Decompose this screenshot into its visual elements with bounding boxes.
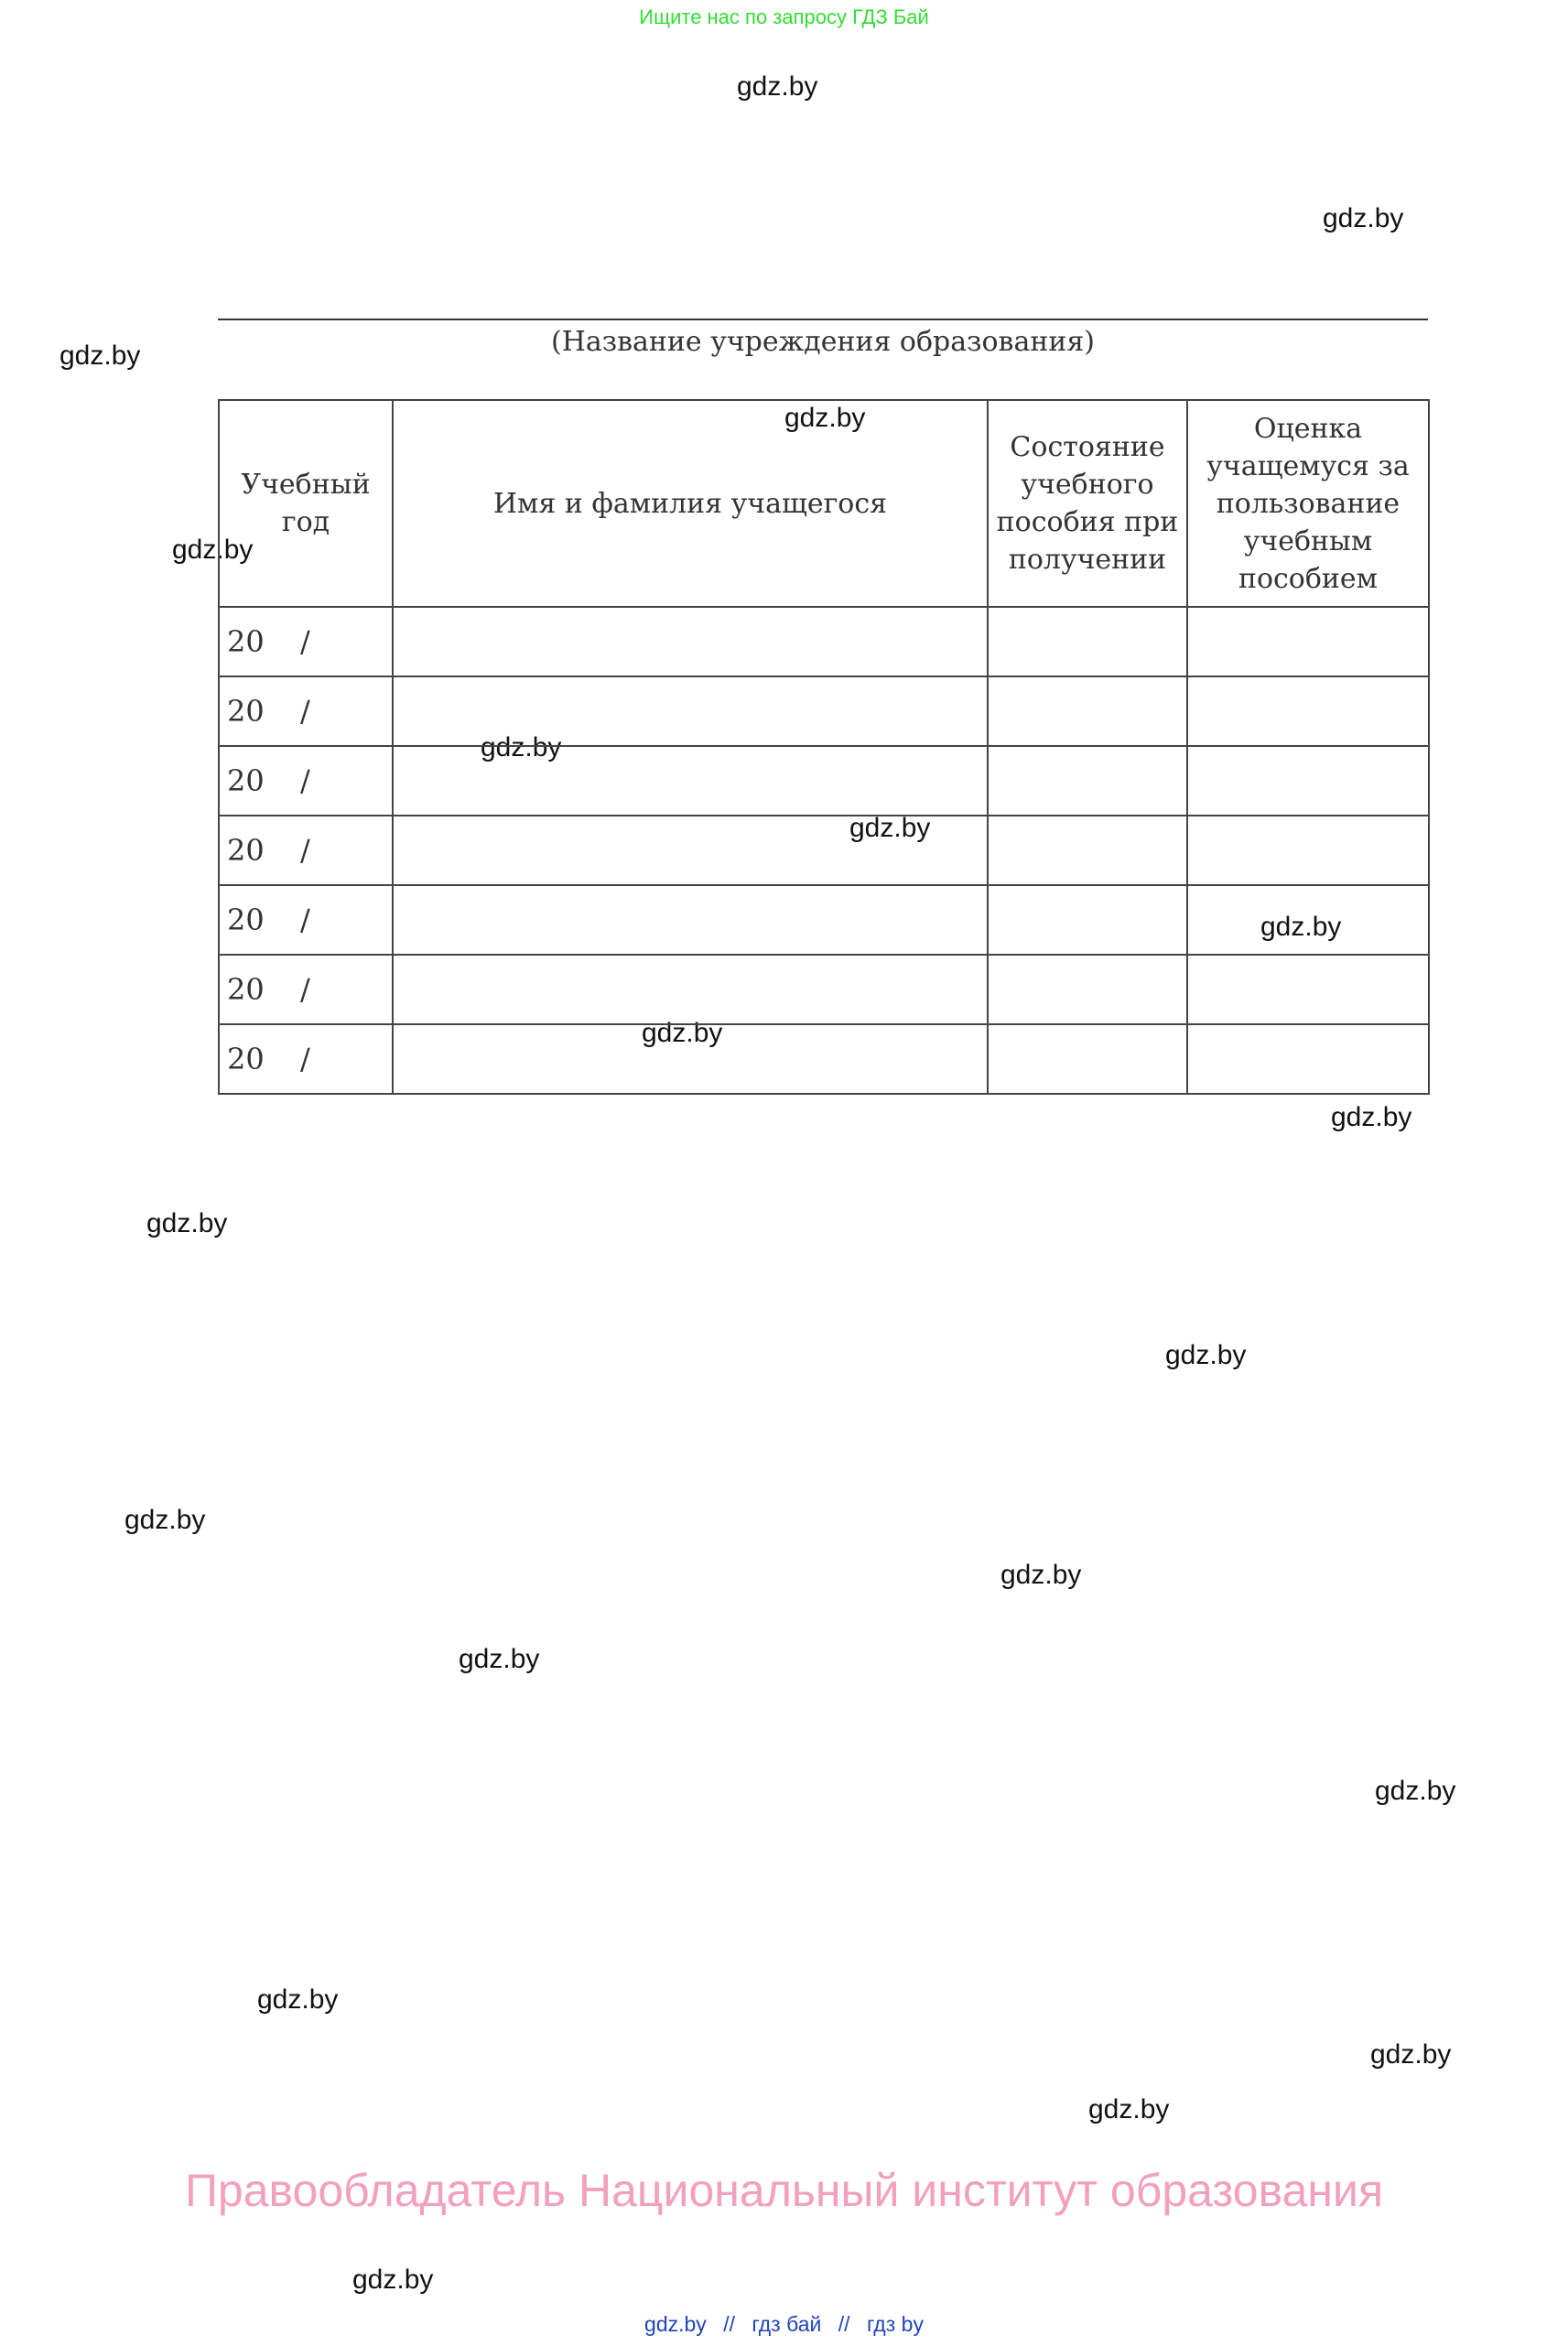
watermark: gdz.by xyxy=(1165,1340,1247,1370)
table-row xyxy=(219,746,1429,816)
watermark: gdz.by xyxy=(737,71,818,102)
book-condition-cell xyxy=(988,1024,1187,1094)
watermark: gdz.by xyxy=(352,2265,434,2295)
year-prefix: 20 xyxy=(227,694,265,729)
watermark: gdz.by xyxy=(124,1505,206,1535)
year-prefix: 20 xyxy=(227,903,265,937)
watermark: gdz.by xyxy=(481,732,562,762)
watermark: gdz.by xyxy=(1088,2094,1170,2124)
watermark: gdz.by xyxy=(146,1208,228,1238)
watermark: gdz.by xyxy=(1370,2039,1452,2070)
watermark: gdz.by xyxy=(172,535,254,565)
search-hint-banner: Ищите нас по запросу ГДЗ Бай xyxy=(639,5,929,28)
year-slash: / xyxy=(300,694,310,729)
watermark: gdz.by xyxy=(642,1018,723,1048)
student-grade-cell xyxy=(1187,955,1429,1024)
student-name-cell xyxy=(393,746,988,816)
year-slash: / xyxy=(300,972,310,1007)
year-prefix: 20 xyxy=(227,972,265,1007)
table-row xyxy=(219,676,1429,746)
year-cell xyxy=(219,816,393,885)
watermark: gdz.by xyxy=(849,813,931,843)
year-cell xyxy=(219,607,393,676)
student-name-cell xyxy=(393,816,988,885)
textbook-usage-table xyxy=(218,399,1430,1095)
institution-name-line xyxy=(218,319,1428,320)
watermark: gdz.by xyxy=(1000,1560,1082,1590)
footer-separator: // xyxy=(723,2312,735,2336)
year-cell xyxy=(219,955,393,1024)
year-prefix: 20 xyxy=(227,624,265,659)
header-student-grade: Оценка учащемуся за пользование учебным пособием xyxy=(1187,400,1429,607)
student-name-cell xyxy=(393,1024,988,1094)
watermark: gdz.by xyxy=(1260,912,1342,942)
footer-link-gdz-by[interactable]: gdz.by xyxy=(644,2312,707,2336)
year-slash: / xyxy=(300,763,310,798)
header-book-condition: Состояние учебного пособия при получении xyxy=(988,400,1187,607)
year-slash: / xyxy=(300,903,310,937)
student-grade-cell xyxy=(1187,607,1429,676)
year-prefix: 20 xyxy=(227,763,265,798)
student-name-cell xyxy=(393,885,988,955)
year-cell xyxy=(219,885,393,955)
book-condition-cell xyxy=(988,955,1187,1024)
watermark: gdz.by xyxy=(784,403,866,433)
table-row xyxy=(219,607,1429,676)
watermark: gdz.by xyxy=(459,1644,540,1674)
student-grade-cell xyxy=(1187,885,1429,955)
table-row xyxy=(219,816,1429,885)
year-slash: / xyxy=(300,833,310,868)
student-name-cell xyxy=(393,676,988,746)
footer-link-gdz-by-alt[interactable]: гдз by xyxy=(866,2312,924,2336)
student-name-cell xyxy=(393,955,988,1024)
table-row xyxy=(219,885,1429,955)
copyright-notice: Правообладатель Национальный институт образования xyxy=(184,2165,1384,2216)
year-cell xyxy=(219,746,393,816)
student-name-cell xyxy=(393,607,988,676)
year-prefix: 20 xyxy=(227,1042,265,1076)
year-cell xyxy=(219,1024,393,1094)
year-cell xyxy=(219,676,393,746)
table-header-row xyxy=(219,400,1429,607)
student-grade-cell xyxy=(1187,816,1429,885)
watermark: gdz.by xyxy=(59,341,141,371)
student-grade-cell xyxy=(1187,676,1429,746)
book-condition-cell xyxy=(988,746,1187,816)
watermark: gdz.by xyxy=(1323,203,1404,233)
footer-link-gdz-bai[interactable]: гдз бай xyxy=(752,2312,822,2336)
footer-links xyxy=(0,2312,1568,2337)
table-row xyxy=(219,1024,1429,1094)
watermark: gdz.by xyxy=(1331,1102,1412,1132)
book-condition-cell xyxy=(988,676,1187,746)
year-prefix: 20 xyxy=(227,833,265,868)
institution-name-caption: (Название учреждения образования) xyxy=(551,326,1095,358)
year-slash: / xyxy=(300,1042,310,1076)
table-row xyxy=(219,955,1429,1024)
header-year: Учебный год xyxy=(219,400,393,607)
student-grade-cell xyxy=(1187,746,1429,816)
book-condition-cell xyxy=(988,885,1187,955)
book-condition-cell xyxy=(988,607,1187,676)
watermark: gdz.by xyxy=(257,1984,339,2015)
watermark: gdz.by xyxy=(1375,1776,1456,1806)
student-grade-cell xyxy=(1187,1024,1429,1094)
header-student-name: Имя и фамилия учащегося xyxy=(393,400,988,607)
book-condition-cell xyxy=(988,816,1187,885)
footer-separator: // xyxy=(838,2312,850,2336)
year-slash: / xyxy=(300,624,310,659)
